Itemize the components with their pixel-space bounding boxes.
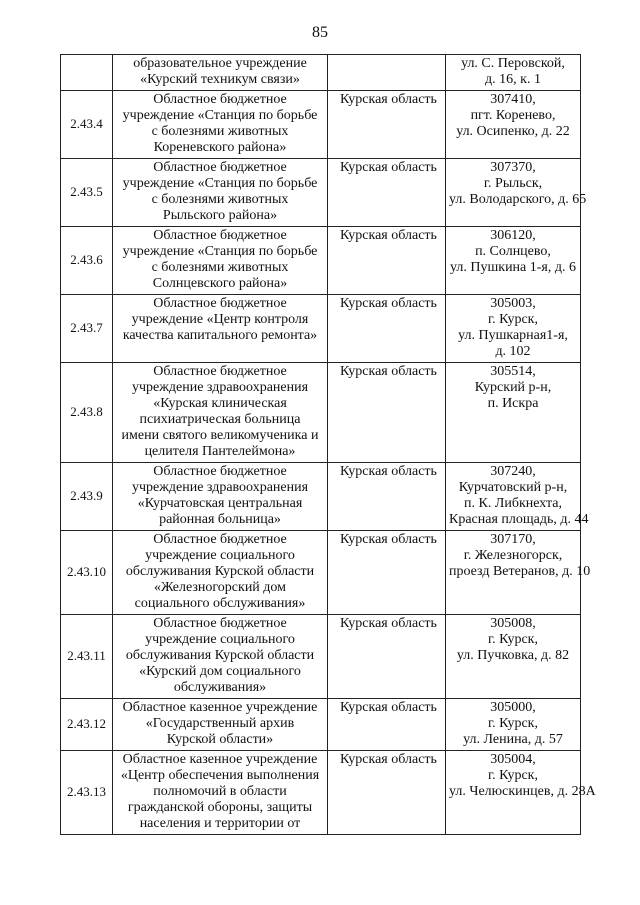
institution-name-line: учреждение здравоохранения — [131, 380, 309, 395]
institution-name-line: населения и территории от — [139, 816, 301, 831]
address-line: г. Железногорск, — [463, 548, 563, 563]
institution-name-line: учреждение «Станция по борьбе — [122, 108, 318, 123]
row-number: 2.43.9 — [61, 463, 113, 531]
address-line: проезд Ветеранов, д. 10 — [449, 564, 591, 579]
address-line: Курчатовский р-н, — [458, 480, 568, 495]
institution-name-line: Рыльского района» — [162, 208, 278, 223]
institution-name — [113, 463, 328, 531]
address — [446, 463, 589, 531]
institution-name-line: образовательное учреждение — [133, 56, 307, 71]
address-line: 307170, — [490, 532, 536, 547]
institution-name — [113, 615, 328, 699]
address-line: г. Курск, — [488, 632, 538, 647]
region: Курская область — [328, 531, 446, 615]
institution-name-line: Областное казенное учреждение — [122, 752, 318, 767]
table-row — [61, 363, 581, 463]
institution-name-line: учреждение здравоохранения — [131, 480, 309, 495]
address-line: 305008, — [490, 616, 536, 631]
address-line: Курский р-н, — [474, 380, 552, 395]
institution-name-line: учреждение «Станция по борьбе — [122, 176, 318, 191]
address — [446, 295, 581, 363]
address-line: пгт. Коренево, — [470, 108, 556, 123]
address-line: 306120, — [490, 228, 536, 243]
address-line: 305004, — [490, 752, 536, 767]
table-row — [61, 751, 581, 835]
table-body — [61, 55, 596, 835]
institution-name-line: качества капитального ремонта» — [122, 328, 318, 343]
address-line: 307370, — [490, 160, 536, 175]
address — [446, 55, 581, 91]
table-row — [61, 531, 581, 615]
institution-name — [113, 55, 328, 91]
institution-name-line: районная больница» — [159, 512, 281, 527]
institution-name-line: учреждение «Центр контроля — [131, 312, 309, 327]
institution-name — [113, 699, 328, 751]
region: Курская область — [328, 363, 446, 463]
institutions-table — [60, 54, 596, 835]
address-line: ул. С. Перовской, — [461, 56, 565, 71]
institution-name-line: Областное бюджетное — [153, 160, 287, 175]
address-line: 305514, — [490, 364, 536, 379]
institution-name — [113, 363, 328, 463]
address-line: п. К. Либкнехта, — [464, 496, 562, 511]
institution-name-line: Областное бюджетное — [153, 616, 287, 631]
institution-name-line: «Курская клиническая — [153, 396, 287, 411]
address — [446, 699, 581, 751]
row-number: 2.43.10 — [61, 531, 113, 615]
institution-name-line: Областное казенное учреждение — [122, 700, 318, 715]
address-line: ул. Ленина, д. 57 — [463, 732, 563, 747]
address — [446, 615, 581, 699]
institution-name — [113, 91, 328, 159]
institution-name — [113, 159, 328, 227]
institution-name-line: социального обслуживания» — [134, 596, 306, 611]
region: Курская область — [328, 463, 446, 531]
institution-name-line: обслуживания Курской области — [125, 564, 315, 579]
address-line: 307410, — [490, 92, 536, 107]
address — [446, 91, 581, 159]
institution-name-line: с болезнями животных — [151, 192, 289, 207]
table-row — [61, 91, 581, 159]
address-line: ул. Челюскинцев, д. 28А — [449, 784, 596, 799]
institution-name-line: целителя Пантелеймона» — [144, 444, 296, 459]
address — [446, 159, 587, 227]
address-line: п. Искра — [487, 396, 539, 411]
institution-name-line: Кореневского района» — [153, 140, 287, 155]
institution-name-line: «Государственный архив — [145, 716, 295, 731]
institution-name-line: Солнцевского района» — [152, 276, 288, 291]
table-row — [61, 159, 581, 227]
institution-name — [113, 531, 328, 615]
address-line: г. Курск, — [488, 716, 538, 731]
table-row — [61, 55, 581, 91]
row-number: 2.43.11 — [61, 615, 113, 699]
row-number: 2.43.13 — [61, 751, 113, 835]
institution-name-line: обслуживания Курской области — [125, 648, 315, 663]
region: Курская область — [328, 91, 446, 159]
address-line: г. Курск, — [488, 768, 538, 783]
institution-name-line: имени святого великомученика и — [121, 428, 319, 443]
institution-name-line: «Курский дом социального — [139, 664, 301, 679]
address-line: ул. Пушкарная1-я, — [458, 328, 568, 343]
institution-name-line: «Центр обеспечения выполнения — [120, 768, 320, 783]
institution-name-line: Областное бюджетное — [153, 92, 287, 107]
address-line: ул. Володарского, д. 65 — [449, 192, 587, 207]
institution-name-line: «Курчатовская центральная — [137, 496, 303, 511]
institution-name-line: обслуживания» — [173, 680, 267, 695]
row-number: 2.43.5 — [61, 159, 113, 227]
address-line: ул. Осипенко, д. 22 — [456, 124, 570, 139]
row-number — [61, 55, 113, 91]
page-number: 85 — [312, 24, 328, 41]
row-number: 2.43.7 — [61, 295, 113, 363]
institution-name-line: психиатрическая больница — [139, 412, 301, 427]
institution-name — [113, 751, 328, 835]
institution-name-line: Курской области» — [166, 732, 274, 747]
address-line: г. Курск, — [488, 312, 538, 327]
row-number: 2.43.4 — [61, 91, 113, 159]
table-row — [61, 463, 581, 531]
table-row — [61, 295, 581, 363]
address-line: 307240, — [490, 464, 536, 479]
address-line: ул. Пучковка, д. 82 — [456, 648, 570, 663]
institution-name-line: с болезнями животных — [151, 124, 289, 139]
address-line: д. 102 — [495, 344, 531, 359]
row-number: 2.43.8 — [61, 363, 113, 463]
institution-name-line: учреждение социального — [145, 632, 295, 647]
row-number: 2.43.6 — [61, 227, 113, 295]
institution-name-line: «Железногорский дом — [153, 580, 287, 595]
address-line: ул. Пушкина 1-я, д. 6 — [450, 260, 576, 275]
address — [446, 227, 581, 295]
table-row — [61, 615, 581, 699]
address-line: Красная площадь, д. 44 — [449, 512, 589, 527]
institution-name-line: Областное бюджетное — [153, 464, 287, 479]
institution-name-line: Областное бюджетное — [153, 364, 287, 379]
institution-name — [113, 295, 328, 363]
institution-name-line: Областное бюджетное — [153, 296, 287, 311]
institution-name-line: Областное бюджетное — [153, 228, 287, 243]
row-number: 2.43.12 — [61, 699, 113, 751]
address — [446, 363, 581, 463]
region: Курская область — [328, 751, 446, 835]
address-line: д. 16, к. 1 — [485, 72, 541, 87]
address-line: 305000, — [490, 700, 536, 715]
region: Курская область — [328, 295, 446, 363]
address-line: п. Солнцево, — [475, 244, 551, 259]
region: Курская область — [328, 227, 446, 295]
address-line: г. Рыльск, — [483, 176, 543, 191]
institution-name — [113, 227, 328, 295]
institution-name-line: Областное бюджетное — [153, 532, 287, 547]
region: Курская область — [328, 615, 446, 699]
institution-name-line: учреждение «Станция по борьбе — [122, 244, 318, 259]
institution-name-line: с болезнями животных — [151, 260, 289, 275]
institution-name-line: «Курский техникум связи» — [140, 72, 300, 87]
institution-name-line: гражданской обороны, защиты — [127, 800, 313, 815]
region — [328, 55, 446, 91]
table-row — [61, 699, 581, 751]
institution-name-line: полномочий в области — [153, 784, 287, 799]
address-line: 305003, — [490, 296, 536, 311]
address — [446, 531, 591, 615]
address — [446, 751, 596, 835]
institution-name-line: учреждение социального — [145, 548, 295, 563]
region: Курская область — [328, 159, 446, 227]
table-row — [61, 227, 581, 295]
region: Курская область — [328, 699, 446, 751]
